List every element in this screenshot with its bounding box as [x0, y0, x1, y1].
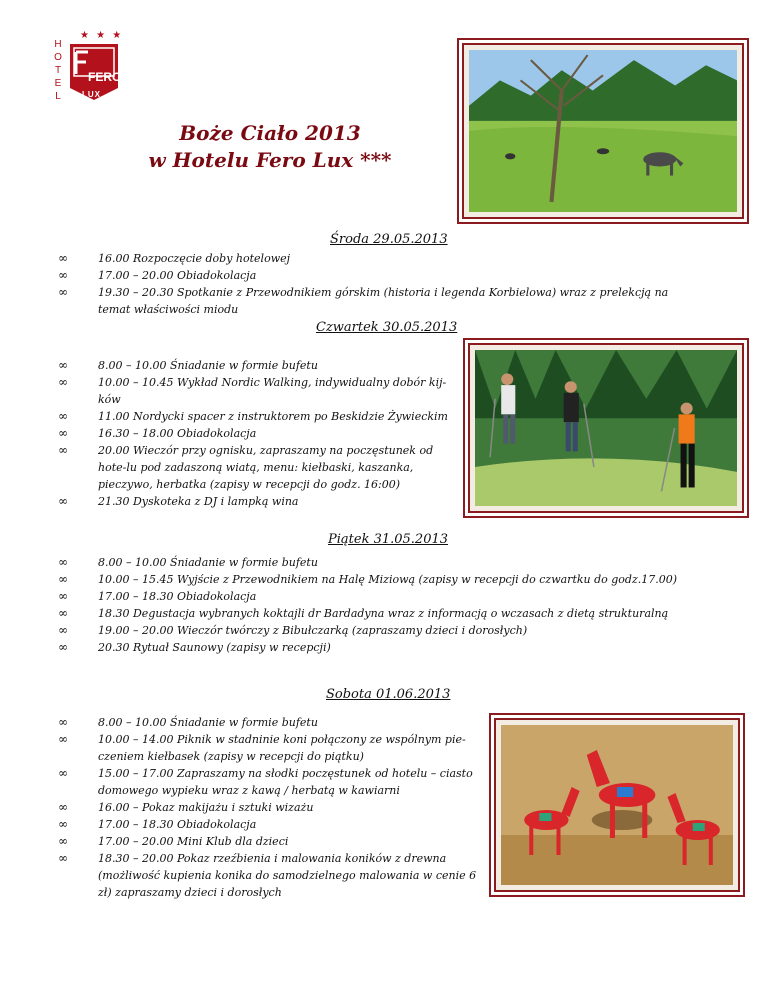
hikers-image: [475, 350, 737, 506]
list-item: ∞ 10.00 – 15.45 Wyjście z Przewodnikiem na Halę Miziową (zapisy w recepcji do czwartku do godz.17.00): [58, 571, 718, 588]
list-item: ∞ 8.00 – 10.00 Śniadanie w formie bufetu: [58, 554, 718, 571]
events-list-wednesday: [58, 250, 698, 318]
events-list-friday: [58, 554, 718, 656]
list-item: ∞ 11.00 Nordycki spacer z instruktorem po Beskidzie Żywieckim: [58, 408, 458, 425]
list-item: ∞ 8.00 – 10.00 Śniadanie w formie bufetu: [58, 714, 478, 731]
list-item: ∞ 18.30 – 20.00 Pokaz rzeźbienia i malowania koników z drewna (możliwość kupienia konika do samodzielnego malowania w cenie 6 zł) zapraszamy dzieci i dorosłych: [58, 850, 478, 901]
logo-stars: ★ ★ ★: [80, 30, 124, 41]
events-list-thursday: [58, 357, 458, 510]
day-heading-saturday: Sobota 01.06.2013: [326, 687, 451, 702]
page-title: [120, 120, 420, 174]
events-list-saturday: [58, 714, 478, 901]
nordic-walking-photo: [468, 343, 744, 513]
logo-brand: FERO: [88, 70, 122, 84]
list-item: ∞ 19.30 – 20.30 Spotkanie z Przewodnikiem górskim (historia i legenda Korbielowa) wraz z prelekcją na temat właściwości miodu: [58, 284, 698, 318]
day-heading-friday: Piątek 31.05.2013: [328, 532, 449, 547]
list-item: ∞ 18.30 Degustacja wybranych koktajli dr Bardadyna wraz z informacją o wczasach z dietą strukturalną: [58, 605, 718, 622]
hotel-logo: [52, 30, 142, 110]
logo-sub: LUX: [82, 90, 101, 99]
list-item: ∞ 17.00 – 18.30 Obiadokolacja: [58, 816, 478, 833]
title-line-2: w Hotelu Fero Lux ***: [148, 148, 392, 172]
list-item: ∞ 19.00 – 20.00 Wieczór twórczy z Bibułczarką (zapraszamy dzieci i dorosłych): [58, 622, 718, 639]
title-line-1: Boże Ciało 2013: [179, 121, 361, 145]
list-item: ∞ 16.00 Rozpoczęcie doby hotelowej: [58, 250, 698, 267]
list-item: ∞ 10.00 – 10.45 Wykład Nordic Walking, indywidualny dobór kij-ków: [58, 374, 458, 408]
list-item: ∞ 17.00 – 20.00 Obiadokolacja: [58, 267, 698, 284]
logo-vertical-letters: H O T E L: [54, 39, 62, 102]
list-item: ∞ 17.00 – 20.00 Mini Klub dla dzieci: [58, 833, 478, 850]
red-wooden-horses-image: [501, 725, 733, 885]
list-item: ∞ 20.30 Rytuał Saunowy (zapisy w recepcji): [58, 639, 718, 656]
list-item: ∞ 17.00 – 18.30 Obiadokolacja: [58, 588, 718, 605]
list-item: ∞ 20.00 Wieczór przy ognisku, zapraszamy na poczęstunek od hote-lu pod zadaszoną wiatą, menu: kiełbaski, kaszanka, pieczywo, herbatka (zapisy w recepcji do godz. 16:00): [58, 442, 458, 493]
meadow-photo: [462, 43, 744, 219]
list-item: ∞ 21.30 Dyskoteka z DJ i lampką wina: [58, 493, 458, 510]
list-item: ∞ 8.00 – 10.00 Śniadanie w formie bufetu: [58, 357, 458, 374]
meadow-horses-image: [469, 50, 737, 212]
list-item: ∞ 15.00 – 17.00 Zapraszamy na słodki poczęstunek od hotelu – ciasto domowego wypieku wraz z kawą / herbatą w kawiarni: [58, 765, 478, 799]
wooden-horses-photo: [494, 718, 740, 892]
list-item: ∞ 16.30 – 18.00 Obiadokolacja: [58, 425, 458, 442]
list-item: ∞ 16.00 – Pokaz makijażu i sztuki wizażu: [58, 799, 478, 816]
day-heading-wednesday: Środa 29.05.2013: [330, 232, 448, 247]
day-heading-thursday: Czwartek 30.05.2013: [316, 320, 458, 335]
list-item: ∞ 10.00 – 14.00 Piknik w stadninie koni połączony ze wspólnym pie-czeniem kiełbasek (zapisy w recepcji do piątku): [58, 731, 478, 765]
